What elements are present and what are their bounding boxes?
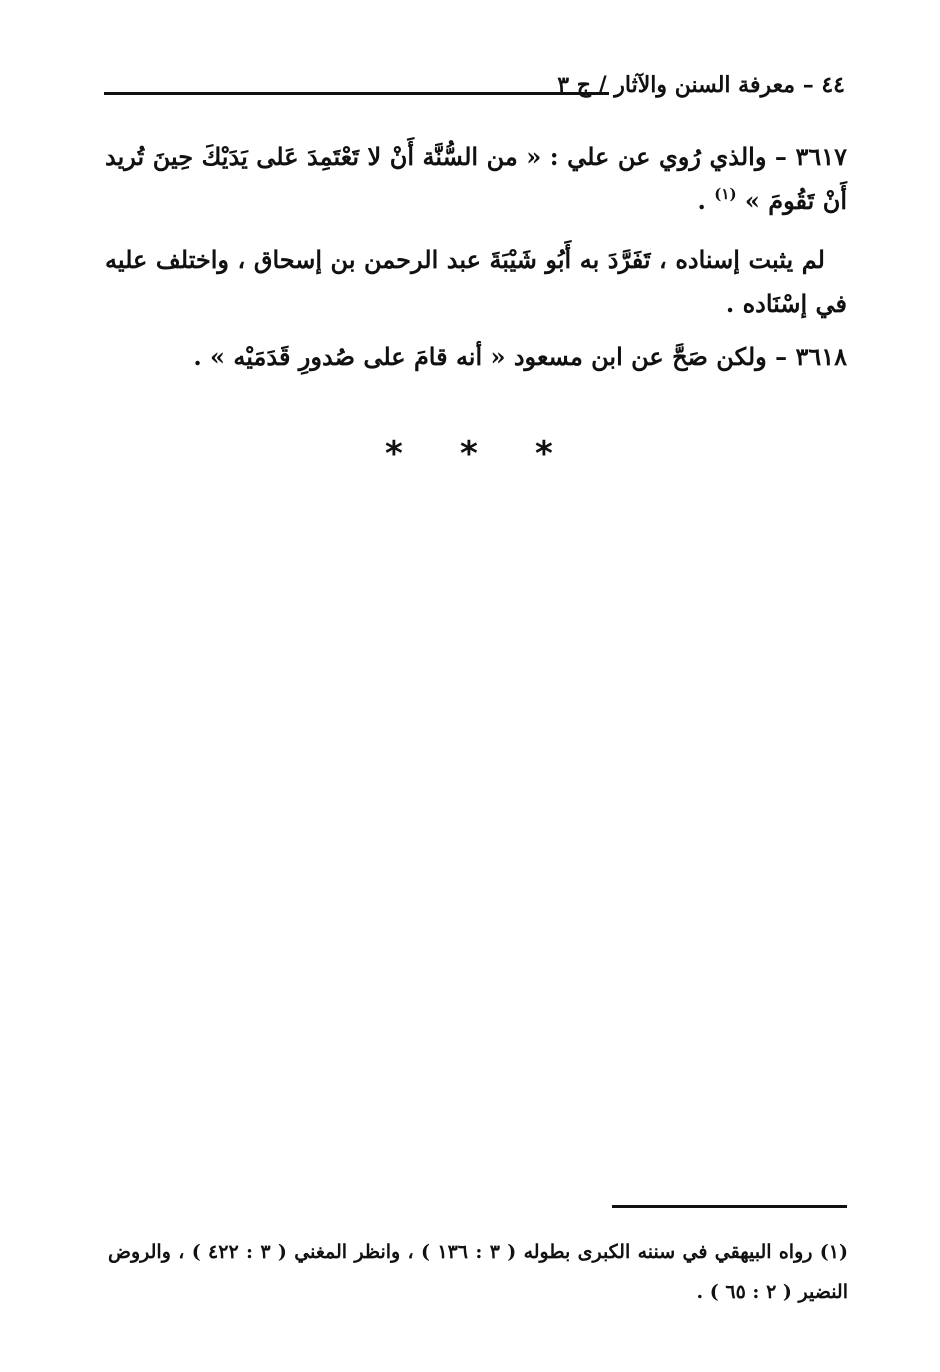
footnote-rule xyxy=(612,1205,847,1208)
separator-star: * xyxy=(535,434,553,474)
running-title: ٤٤ – معرفة السنن والآثار / ج ٣ xyxy=(557,72,845,98)
separator-star: * xyxy=(460,434,478,474)
footnote-ref: (١) xyxy=(714,185,737,203)
entry-3617 xyxy=(105,135,847,223)
entry-3617-tail: . xyxy=(697,186,706,215)
entry-3618 xyxy=(105,335,847,379)
section-separator xyxy=(370,434,570,474)
footnote-1 xyxy=(108,1232,848,1312)
commentary-paragraph xyxy=(105,238,847,326)
entry-3617-text: ٣٦١٧ – والذي رُوي عن علي : « من السُّنَّة أَنْ لا تَعْتَمِدَ عَلى يَدَيْكَ حِينَ تُريد أَنْ تَقُومَ » xyxy=(105,142,847,215)
separator-star: * xyxy=(385,434,403,474)
entry-3618-text: ٣٦١٨ – ولكن صَحَّ عن ابن مسعود « أنه قامَ على صُدورِ قَدَمَيْه » . xyxy=(193,342,847,371)
footnote-1-text: (١) رواه البيهقي في سننه الكبرى بطوله ( ٣ : ١٣٦ ) ، وانظر المغني ( ٣ : ٤٢٢ ) ، والروض النضير ( ٢ : ٦٥ ) . xyxy=(108,1241,848,1303)
page-header xyxy=(100,72,845,106)
commentary-text: لم يثبت إسناده ، تَفَرَّدَ به أَبُو شَيْبَةَ عبد الرحمن بن إسحاق ، واختلف عليه في إسْنَاده . xyxy=(105,245,847,318)
header-rule xyxy=(104,92,609,95)
